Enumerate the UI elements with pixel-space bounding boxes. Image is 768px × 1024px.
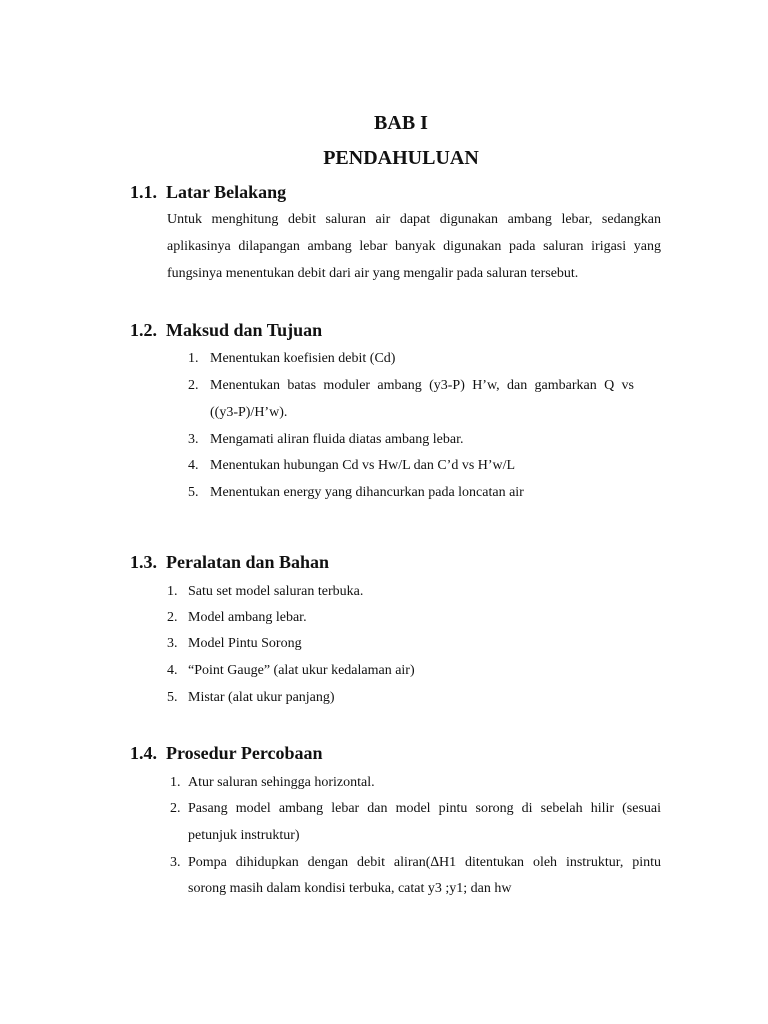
- section-title: Peralatan dan Bahan: [166, 552, 330, 572]
- section-number: 1.2.: [130, 320, 157, 340]
- chapter-title: PENDAHULUAN: [323, 147, 479, 169]
- chapter-label: BAB I: [374, 112, 428, 134]
- section-title: Latar Belakang: [166, 182, 287, 202]
- list-item-text: Menentukan koefisien debit (Cd): [210, 351, 396, 366]
- list-item-text: petunjuk instruktur): [188, 828, 300, 843]
- list-number: 3.: [170, 855, 181, 870]
- section-heading-prosedur-percobaan: [130, 743, 323, 764]
- list-item-text: Menentukan energy yang dihancurkan pada loncatan air: [210, 485, 524, 500]
- list-item-text: Model Pintu Sorong: [188, 636, 302, 651]
- paragraph-line: Untuk menghitung debit saluran air dapat digunakan ambang lebar, sedangkan: [167, 212, 661, 227]
- list-item-text: Menentukan batas moduler ambang (y3-P) H’w, dan gambarkan Q vs: [210, 378, 634, 393]
- section-number: 1.4.: [130, 743, 157, 763]
- list-item-text: ((y3-P)/H’w).: [210, 405, 288, 420]
- list-item-text: Pompa dihidupkan dengan debit aliran(∆H1 ditentukan oleh instruktur, pintu: [188, 855, 661, 870]
- section-title: Maksud dan Tujuan: [166, 320, 323, 340]
- list-number: 3.: [167, 636, 178, 651]
- section-heading-latar-belakang: [130, 182, 286, 203]
- paragraph-line: fungsinya menentukan debit dari air yang mengalir pada saluran tersebut.: [167, 266, 579, 281]
- list-number: 3.: [188, 432, 199, 447]
- paragraph-line: aplikasinya dilapangan ambang lebar banyak digunakan pada saluran irigasi yang: [167, 239, 661, 254]
- list-number: 2.: [167, 610, 178, 625]
- list-item-text: Mengamati aliran fluida diatas ambang lebar.: [210, 432, 464, 447]
- list-number: 1.: [170, 775, 181, 790]
- list-number: 2.: [188, 378, 199, 393]
- list-item-text: Satu set model saluran terbuka.: [188, 584, 364, 599]
- list-number: 4.: [188, 458, 199, 473]
- section-heading-peralatan-bahan: [130, 552, 329, 573]
- list-number: 5.: [167, 690, 178, 705]
- list-number: 4.: [167, 663, 178, 678]
- list-item-text: Model ambang lebar.: [188, 610, 307, 625]
- list-number: 5.: [188, 485, 199, 500]
- list-item-text: sorong masih dalam kondisi terbuka, catat y3 ;y1; dan hw: [188, 881, 512, 896]
- list-item-text: Mistar (alat ukur panjang): [188, 690, 335, 705]
- list-item-text: Atur saluran sehingga horizontal.: [188, 775, 375, 790]
- list-item-text: Pasang model ambang lebar dan model pintu sorong di sebelah hilir (sesuai: [188, 801, 661, 816]
- list-number: 1.: [188, 351, 199, 366]
- list-number: 2.: [170, 801, 181, 816]
- list-item-text: Menentukan hubungan Cd vs Hw/L dan C’d vs H’w/L: [210, 458, 516, 473]
- section-heading-maksud-tujuan: [130, 320, 322, 341]
- section-number: 1.1.: [130, 182, 157, 202]
- list-item-text: “Point Gauge” (alat ukur kedalaman air): [188, 663, 415, 678]
- section-title: Prosedur Percobaan: [166, 743, 323, 763]
- section-number: 1.3.: [130, 552, 157, 572]
- list-number: 1.: [167, 584, 178, 599]
